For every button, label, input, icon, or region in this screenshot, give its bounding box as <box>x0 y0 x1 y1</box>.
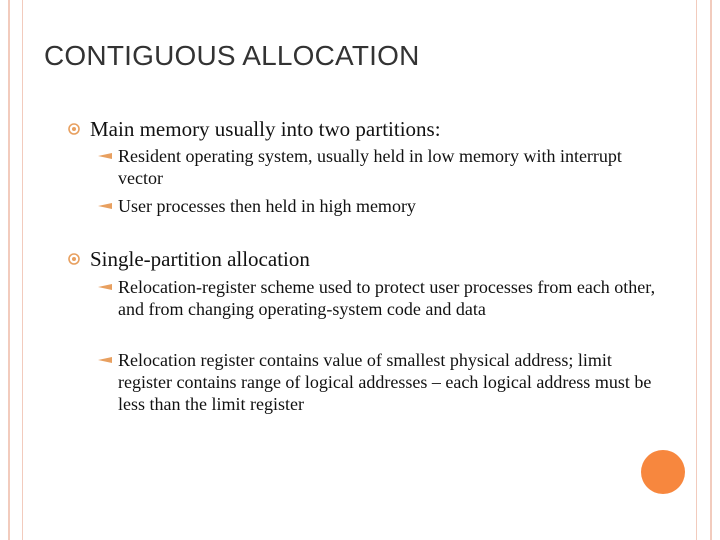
bullet-text: Main memory usually into two partitions: <box>90 117 441 141</box>
sub-bullet-text: Relocation register contains value of smallest physical address; limit register contains range of logical addresses – each logical address must be less than the limit register <box>118 350 652 414</box>
frame-line <box>696 0 697 540</box>
sub-bullet-item <box>98 349 658 415</box>
sub-bullet-text: Resident operating system, usually held in low memory with interrupt vector <box>118 146 622 188</box>
sub-bullet-text: Relocation-register scheme used to protect user processes from each other, and from changing operating-system code and data <box>118 277 656 319</box>
page-title: CONTIGUOUS ALLOCATION <box>44 40 420 71</box>
tapered-bar-icon <box>98 151 112 161</box>
tapered-bar-icon <box>98 282 112 292</box>
frame-line <box>22 0 23 540</box>
sub-bullet-item <box>98 276 658 320</box>
tapered-bar-icon <box>98 355 112 365</box>
target-icon <box>68 253 80 265</box>
bullet-text: Single-partition allocation <box>90 247 310 271</box>
sub-bullet-item <box>98 195 658 217</box>
tapered-bar-icon <box>98 201 112 211</box>
sub-bullet-text: User processes then held in high memory <box>118 196 416 216</box>
sub-bullet-item <box>98 145 658 189</box>
target-icon <box>68 123 80 135</box>
orange-circle-icon <box>641 450 685 494</box>
